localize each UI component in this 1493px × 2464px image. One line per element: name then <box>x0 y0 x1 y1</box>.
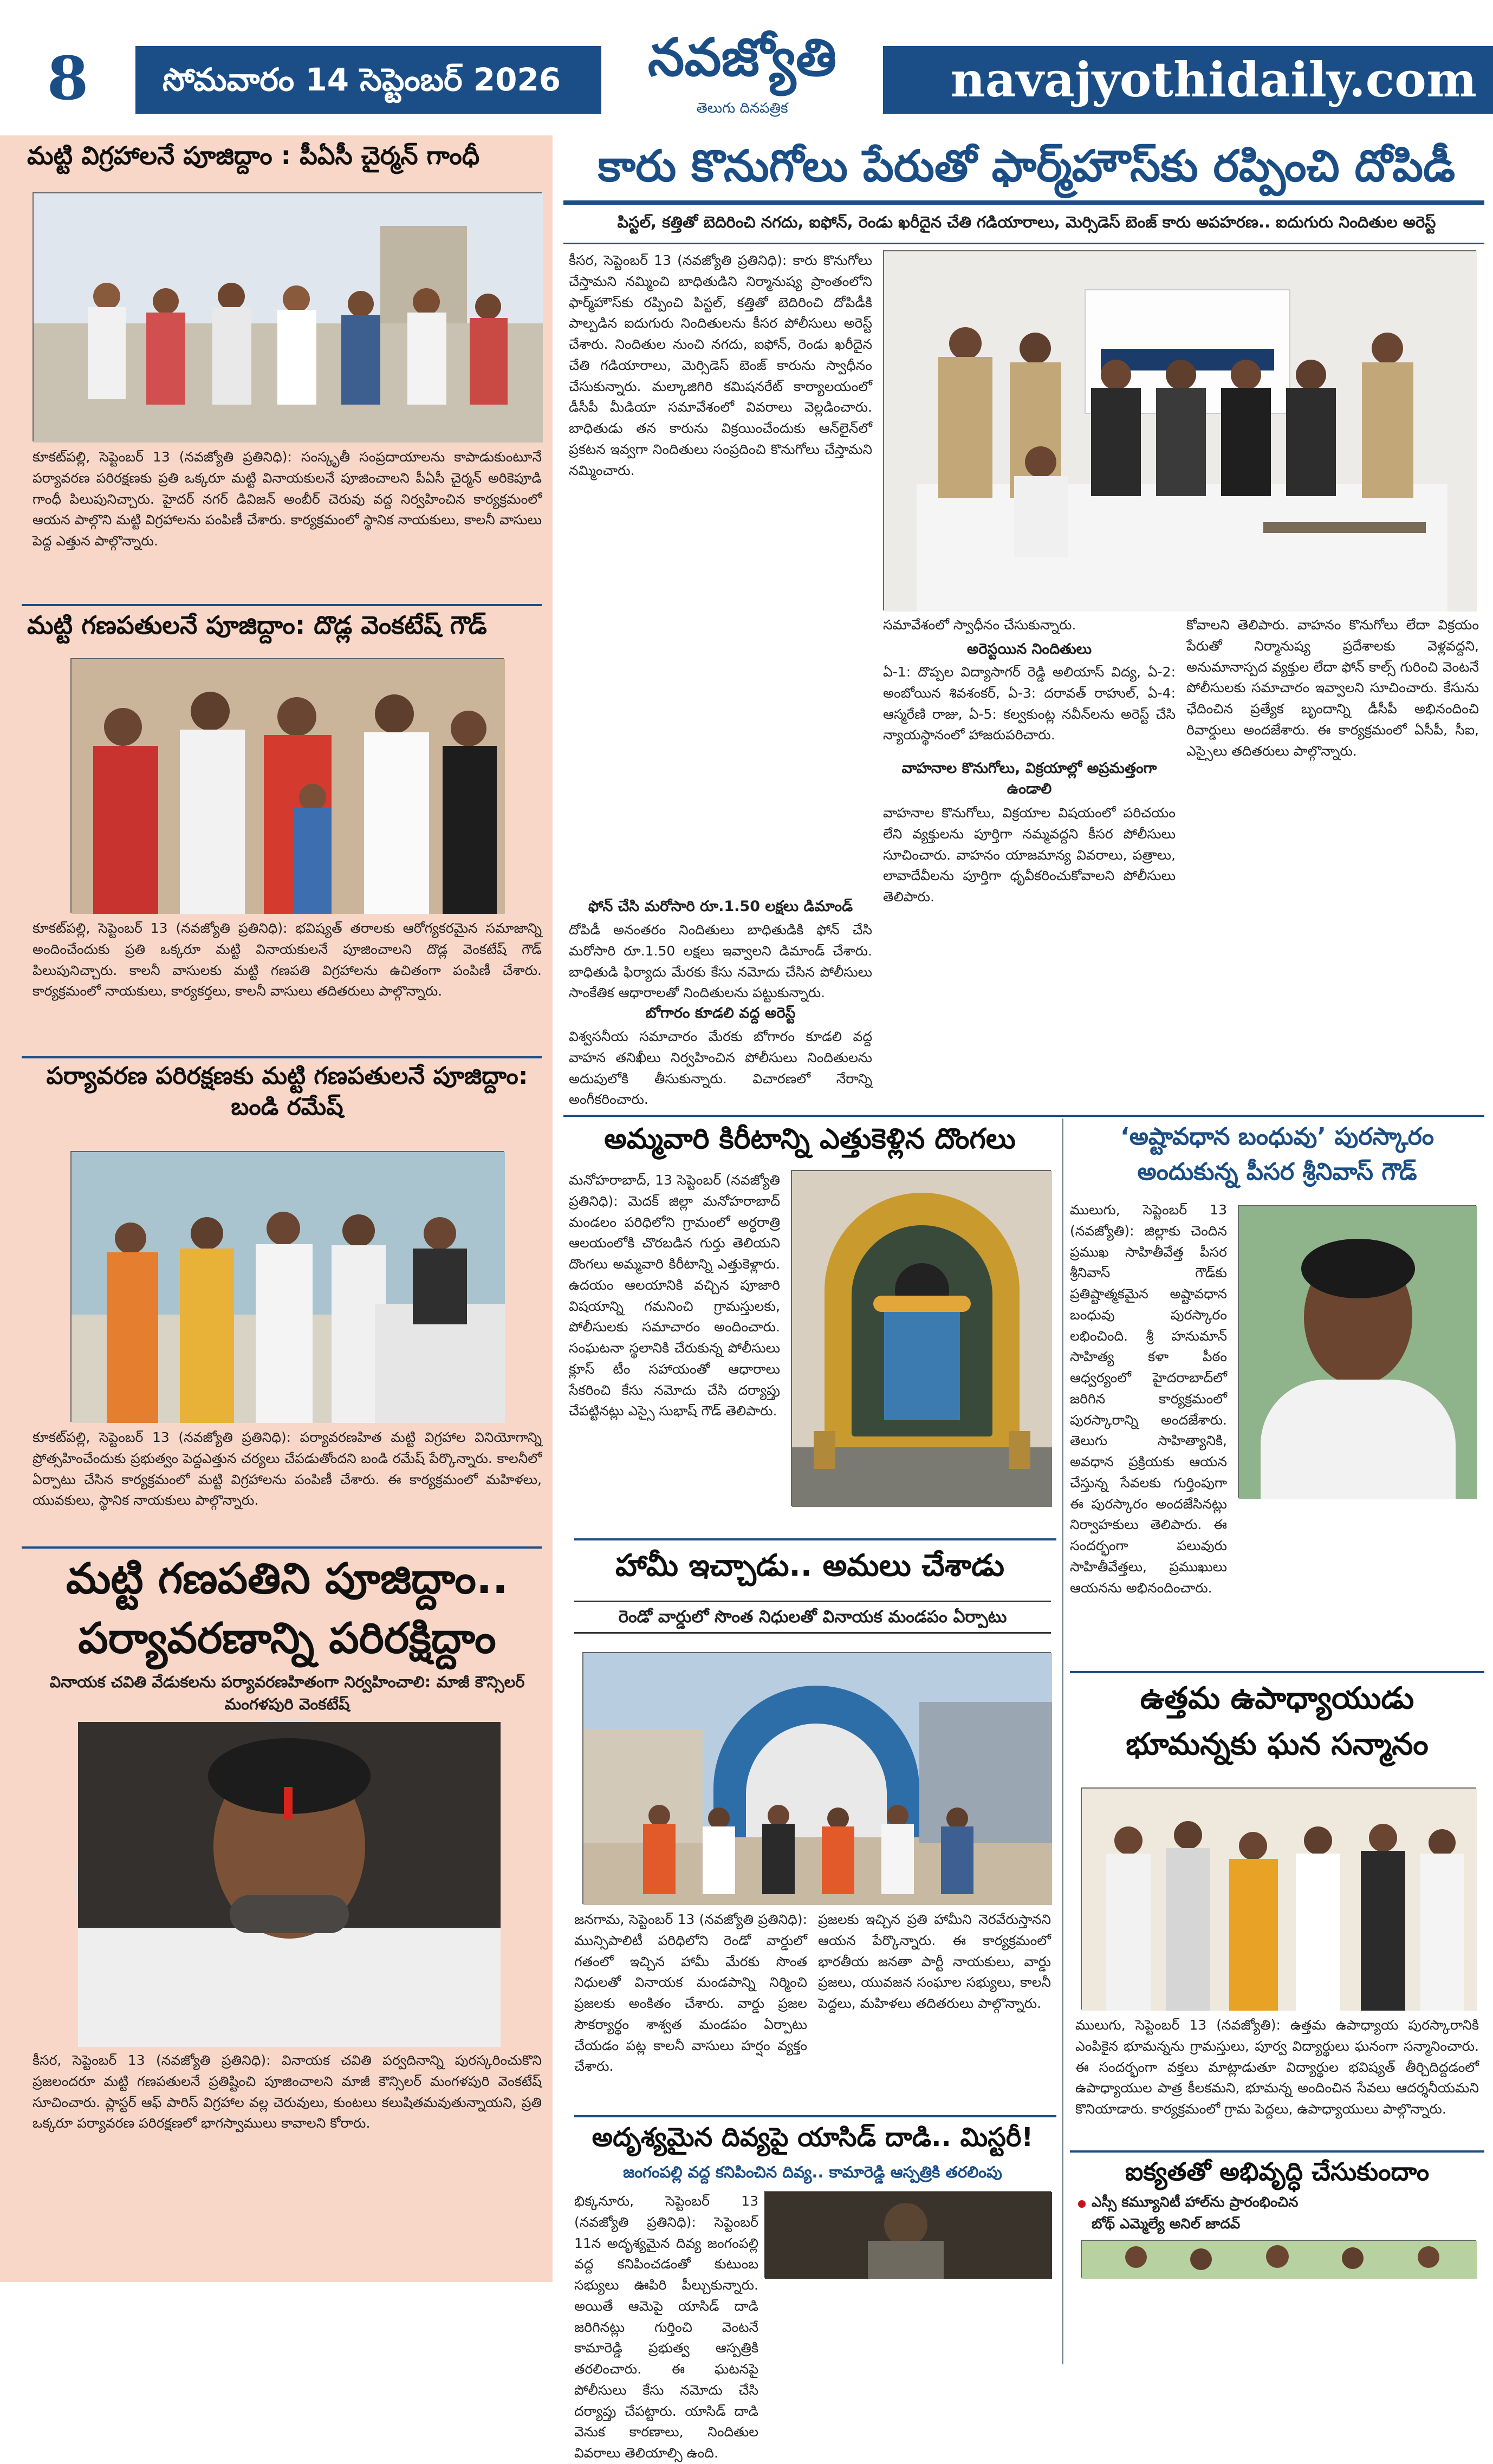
story4-headline-line1: మట్టి గణపతిని పూజిద్దాం.. <box>66 1555 509 1603</box>
masthead <box>0 0 1493 135</box>
acid-body: భిక్కనూరు, సెప్టెంబర్ 13 (నవజ్యోతి ప్రతినిధి): సెప్టెంబర్ 11న అదృశ్యమైన దివ్య జంగంపల్లి వద్ద కనిపించడంతో కుటుంబ సభ్యులు ఊపిరి పీల్చుకున్నారు. అయితే ఆమెపై యాసిడ్ దాడి జరిగినట్లు గుర్తించి వెంటనే కామారెడ్డి ప్రభుత్వ ఆస్పత్రికి తరలించారు. ఈ ఘటనపై పోలీసులు కేసు నమోదు చేసి దర్యాప్తు చేపట్టారు. యాసిడ్ దాడి వెనుక కారణాలు, నిందితుల వివరాలు తెలియాల్సి ఉంది. <box>574 2193 758 2461</box>
story1-photo <box>33 192 542 441</box>
issue-date: సోమవారం 14 సెప్టెంబర్ 2026 <box>163 61 561 98</box>
mandapam-photo <box>582 1652 1051 1904</box>
lead-section2-body: దోపిడీ అనంతరం నిందితులు బాధితుడికి ఫోన్ చేసి మరోసారి రూ.1.50 లక్షలు ఇవ్వాలని డిమాండ్ చేశారు. బాధితుడి ఫిర్యాదు మేరకు కేసు నమోదు చేసిన పోలీసులు సాంకేతిక ఆధారాలతో నిందితులను పట్టుకున్నారు. <box>569 922 872 1001</box>
mandapam-headline: హామీ ఇచ్చాడు.. అమలు చేశాడు <box>615 1548 1004 1583</box>
story1-body: కూకట్‌పల్లి, సెప్టెంబర్ 13 (నవజ్యోతి ప్రతినిధి): సంస్కృతీ సంప్రదాయాలను కాపాడుకుంటూనే పర్యావరణ పరిరక్షణకు ప్రతి ఒక్కరూ మట్టి వినాయకులనే పూజించాలని పీఏసీ చైర్మన్ అరికెపూడి గాంధీ పిలుపునిచ్చారు. హైదర్ నగర్ డివిజన్ అంబీర్ చెరువు వద్ద నిర్వహించిన కార్యక్రమంలో ఆయన పాల్గొని మట్టి విగ్రహాలను పంపిణీ చేశారు. కార్యక్రమంలో స్థానిక నాయకులు, కాలనీ వాసులు పెద్ద ఎత్తున పాల్గొన్నారు. <box>33 449 542 549</box>
unity-headline: ఐక్యతతో అభివృద్ధి చేసుకుందాం <box>1125 2157 1430 2186</box>
teacher-headline-line1: ఉత్తమ ఉపాధ్యాయుడు <box>1140 1681 1414 1716</box>
divider <box>563 243 1484 244</box>
acid-headline: అదృశ్యమైన దివ్యపై యాసిడ్ దాడి.. మిస్టరీ! <box>592 2122 1034 2153</box>
story3-headline: పర్యావరణ పరిరక్షణకు మట్టి గణపతులనే పూజిద్దాం: బండి రమేష్ <box>46 1062 528 1121</box>
lead-section4-body: వాహనాల కొనుగోలు, విక్రయాల విషయంలో పరిచయం లేని వ్యక్తులను పూర్తిగా నమ్మవద్దని కీసర పోలీసులు సూచించారు. వాహనం యాజమాన్య వివరాలు, పత్రాలు, లావాదేవీలను పూర్తిగా ధృవీకరించుకోవాలని పోలీసులు తెలిపారు. <box>883 805 1176 905</box>
story1-headline: మట్టి విగ్రహాలనే పూజిద్దాం : పీఏసీ చైర్మన్ గాంధీ <box>27 141 480 170</box>
unity-photo <box>1081 2240 1476 2278</box>
teacher-body: ములుగు, సెప్టెంబర్ 13 (నవజ్యోతి): ఉత్తమ ఉపాధ్యాయ పురస్కారానికి ఎంపికైన భూమన్నను గ్రామస్తులు, పూర్వ విద్యార్థులు ఘనంగా సన్మానించారు. ఈ సందర్భంగా వక్తలు మాట్లాడుతూ విద్యార్థుల భవిష్యత్ తీర్చిదిద్దడంలో ఉపాధ్యాయుల పాత్ర కీలకమని, భూమన్న అందించిన సేవలు ఆదర్శనీయమని కొనియాడారు. కార్యక్రమంలో గ్రామ పెద్దలు, ఉపాధ్యాయులు పాల్గొన్నారు. <box>1075 2017 1479 2117</box>
lead-body-right: కోవాలని తెలిపారు. వాహనం కొనుగోలు లేదా విక్రయం పేరుతో నిర్మానుష్య ప్రదేశాలకు వెళ్లవద్దని, అనుమానాస్పద వ్యక్తుల లేదా ఫోన్ కాల్స్ గురించి వెంటనే పోలీసులకు సమాచారం ఇవ్వాలని సూచించారు. కేసును ఛేదించిన ప్రత్యేక బృందాన్ని డీసీపీ అభినందించి రివార్డులు అందజేశారు. ఈ కార్యక్రమంలో ఏసీపీ, సీఐ, ఎస్సైలు తదితరులు పాల్గొన్నారు. <box>1186 617 1479 759</box>
lead-subhead: పిస్టల్, కత్తితో బెదిరించి నగదు, ఐఫోన్, రెండు ఖరీదైన చేతి గడియారాలు, మెర్సిడెస్ బెంజ్ కారు అపహరణ.. ఐదుగురు నిందితుల అరెస్ట్ <box>617 213 1436 231</box>
newspaper-logo <box>601 22 883 130</box>
acid-photo <box>764 2191 1051 2278</box>
story3-photo <box>70 1151 504 1422</box>
story4-portrait <box>76 1720 498 2045</box>
lead-caption-fragment: సమావేశంలో స్వాధీనం చేసుకున్నారు. <box>883 617 1076 633</box>
divider <box>574 1538 1056 1540</box>
lead-section4-title: వాహనాల కొనుగోలు, విక్రయాల్లో అప్రమత్తంగా ఉండాలి <box>901 760 1157 797</box>
lead-section2-title: ఫోన్ చేసి మరోసారి రూ.1.50 లక్షలు డిమాండ్ <box>588 898 853 915</box>
unity-bullet2: బోథ్ ఎమ్మెల్యే అనిల్ జాదవ్ <box>1092 2216 1241 2232</box>
logo-tagline: తెలుగు దినపత్రిక <box>696 100 788 116</box>
lead-headline: కారు కొనుగోలు పేరుతో ఫార్మ్‌హౌస్‌కు రప్పించి దోపిడీ <box>598 141 1456 191</box>
acid-subhead: జంగంపల్లి వద్ద కనిపించిన దివ్య.. కామారెడ్డి ఆస్పత్రికి తరలింపు <box>623 2163 1002 2181</box>
mandapam-body-right: ప్రజలకు ఇచ్చిన ప్రతి హామీని నెరవేరుస్తానని ఆయన పేర్కొన్నారు. ఈ కార్యక్రమంలో భారతీయ జనతా పార్టీ నాయకులు, వార్డు ప్రజలు, యువజన సంఘాల సభ్యులు, కాలనీ పెద్దలు, మహిళలు తదితరులు పాల్గొన్నారు. <box>818 1912 1051 2011</box>
award-headline-line2: అందుకున్న పీసర శ్రీనివాస్ గౌడ్ <box>1137 1158 1417 1186</box>
mandapam-body-left: జనగామ, సెప్టెంబర్ 13 (నవజ్యోతి ప్రతినిధి): మున్సిపాలిటీ పరిధిలోని రెండో వార్డులో గతంలో ఇచ్చిన హామీ మేరకు సొంత నిధులతో వినాయక మండపాన్ని నిర్మించి ప్రజలకు అంకితం చేశారు. వార్డు ప్రజల సౌకర్యార్థం శాశ్వత మండపం ఏర్పాటు చేయడం పట్ల కాలనీ వాసులు హర్షం వ్యక్తం చేశారు. <box>574 1912 807 2075</box>
story2-body: కూకట్‌పల్లి, సెప్టెంబర్ 13 (నవజ్యోతి ప్రతినిధి): భవిష్యత్ తరాలకు ఆరోగ్యకరమైన సమాజాన్ని అందించేందుకు ప్రతి ఒక్కరూ మట్టి వినాయకులనే పూజించాలని దొడ్ల వెంకటేష్ గౌడ్ పిలుపునిచ్చారు. కాలనీ వాసులకు మట్టి గణపతి విగ్రహాలను ఉచితంగా పంపిణీ చేశారు. కార్యక్రమంలో నాయకులు, కార్యకర్తలు, కాలనీ వాసులు తదితరులు పాల్గొన్నారు. <box>33 920 542 999</box>
lead-section1-body: ఏ-1: దొప్పల విద్యాసాగర్ రెడ్డి అలియాస్ విద్య, ఏ-2: అంబోయిన శివశంకర్, ఏ-3: దరావత్ రాహుల్, ఏ-4: ఆస్మరేణి రాజు, ఏ-5: కల్వకుంట్ల నవీన్‌లను అరెస్ట్ చేసి న్యాయస్థానంలో హాజరుపరిచారు. <box>883 664 1176 743</box>
temple-headline: అమ్మవారి కిరీటాన్ని ఎత్తుకెళ్లిన దొంగలు <box>604 1123 1016 1155</box>
story2-headline: మట్టి గణపతులనే పూజిద్దాం: దొడ్ల వెంకటేష్ గౌడ్ <box>27 610 487 640</box>
award-headline-line1: ‘అష్టావధాన బంధువు’ పురస్కారం <box>1120 1123 1434 1150</box>
column-divider <box>1062 1119 1063 2364</box>
website-link[interactable]: navajyothidaily.com <box>950 51 1477 108</box>
story2-photo <box>70 658 504 913</box>
award-portrait <box>1238 1205 1476 1498</box>
divider <box>22 1056 542 1058</box>
divider <box>22 604 542 606</box>
unity-bullet1: ఎస్సీ కమ్యూనిటీ హాల్‌ను ప్రారంభించిన <box>1092 2194 1299 2211</box>
divider <box>574 2115 1056 2117</box>
page-number: 8 <box>0 30 135 127</box>
temple-photo <box>791 1170 1051 1506</box>
bullet-icon <box>1078 2200 1086 2208</box>
lead-section3-title: బోగారం కూడలి వద్ద అరెస్ట్ <box>645 1005 796 1022</box>
logo-text: నవజ్యోతి <box>647 27 837 88</box>
lead-photo <box>883 250 1476 610</box>
temple-caption <box>569 1479 786 1511</box>
teacher-headline-line2: భూమన్నకు ఘన సన్మానం <box>1126 1727 1429 1762</box>
mandapam-subhead: రెండో వార్డులో సొంత నిధులతో వినాయక మండపం ఏర్పాటు <box>574 1601 1051 1634</box>
lead-section3-body: విశ్వసనీయ సమాచారం మేరకు బోగారం కూడలి వద్ద వాహన తనిఖీలు నిర్వహించిన పోలీసులు నిందితులను అదుపులోకి తీసుకున్నారు. విచారణలో నేరాన్ని అంగీకరించారు. <box>569 1029 872 1108</box>
temple-body: మనోహరాబాద్, 13 సెప్టెంబర్ (నవజ్యోతి ప్రతినిధి): మెదక్ జిల్లా మనోహరాబాద్ మండలం పరిధిలోని గ్రామంలో అర్ధరాత్రి ఆలయంలోకి చొరబడిన గుర్తు తెలియని దొంగలు అమ్మవారి కిరీటాన్ని ఎత్తుకెళ్లారు. ఉదయం ఆలయానికి వచ్చిన పూజారి విషయాన్ని గమనించి గ్రామస్తులకు, పోలీసులకు సమాచారం అందించారు. సంఘటనా స్థలానికి చేరుకున్న పోలీసులు క్లూస్ టీం సహాయంతో ఆధారాలు సేకరించి కేసు నమోదు చేసి దర్యాప్తు చేపట్టినట్లు ఎస్సై సుభాష్ గౌడ్ తెలిపారు. <box>569 1172 780 1419</box>
lead-section1-title: అరెస్టయిన నిందితులు <box>966 641 1092 658</box>
award-body: ములుగు, సెప్టెంబర్ 13 (నవజ్యోతి): జిల్లాకు చెందిన ప్రముఖ సాహితీవేత్త పీసర శ్రీనివాస్ గౌడ్‌కు ప్రతిష్టాత్మకమైన అష్టావధాన బంధువు పురస్కారం లభించింది. శ్రీ హనుమాన్ సాహిత్య కళా పీఠం ఆధ్వర్యంలో హైదరాబాద్‌లో జరిగిన కార్యక్రమంలో పురస్కారాన్ని అందజేశారు. తెలుగు సాహిత్యానికి, అవధాన ప్రక్రియకు ఆయన చేస్తున్న సేవలకు గుర్తింపుగా ఈ పురస్కారం అందజేసినట్లు నిర్వాహకులు తెలిపారు. ఈ సందర్భంగా పలువురు సాహితీవేత్తలు, ప్రముఖులు ఆయనను అభినందించారు. <box>1070 1202 1227 1596</box>
lead-body-left: కీసర, సెప్టెంబర్ 13 (నవజ్యోతి ప్రతినిధి): కారు కొనుగోలు చేస్తామని నమ్మించి బాధితుడిని నిర్మానుష్య ప్రాంతంలోని ఫార్మ్‌హౌస్‌కు రప్పించి పిస్టల్, కత్తితో బెదిరించి దోపిడీకి పాల్పడిన ఐదుగురు నిందితులను కీసర పోలీసులు అరెస్ట్ చేశారు. నిందితుల నుంచి నగదు, ఐఫోన్, రెండు ఖరీదైన చేతి గడియారాలు, మెర్సిడెస్ బెంజ్ కారును స్వాధీనం చేసుకున్నారు. మల్కాజిగిరి కమిషనరేట్ కార్యాలయంలో డీసీపీ మీడియా సమావేశంలో వివరాలు వెల్లడించారు. బాధితుడు తన కారును విక్రయించేందుకు ఆన్‌లైన్‌లో ప్రకటన ఇవ్వగా నిందితులు సంప్రదించి కొనుగోలు చేస్తామని నమ్మించారు. <box>569 252 872 478</box>
story4-headline-line2: పర్యావరణాన్ని పరిరక్షిద్దాం <box>78 1614 496 1663</box>
story4-subhead: వినాయక చవితి వేడుకలను పర్యావరణహితంగా నిర్వహించాలి: మాజీ కౌన్సిలర్ మంగళపురి వెంకటేష్ <box>49 1673 525 1713</box>
teacher-photo <box>1081 1787 1476 2010</box>
story3-body: కూకట్‌పల్లి, సెప్టెంబర్ 13 (నవజ్యోతి ప్రతినిధి): పర్యావరణహిత మట్టి విగ్రహాల వినియోగాన్ని ప్రోత్సహించేందుకు ప్రభుత్వం పెద్దఎత్తున చర్యలు చేపడుతోందని బండి రమేష్ పేర్కొన్నారు. కాలనీలో ఏర్పాటు చేసిన కార్యక్రమంలో మట్టి విగ్రహాలను పంపిణీ చేశారు. ఈ కార్యక్రమంలో మహిళలు, యువకులు, స్థానిక నాయకులు పాల్గొన్నారు. <box>33 1429 542 1509</box>
divider <box>22 1546 542 1549</box>
divider <box>1070 1671 1484 1673</box>
divider <box>1070 2150 1484 2153</box>
story4-body: కీసర, సెప్టెంబర్ 13 (నవజ్యోతి ప్రతినిధి): వినాయక చవితి పర్వదినాన్ని పురస్కరించుకొని ప్రజలందరూ మట్టి గణపతులనే ప్రతిష్టించి పూజించాలని మాజీ కౌన్సిలర్ మంగళపురి వెంకటేష్ సూచించారు. ప్లాస్టర్ ఆఫ్ పారిస్ విగ్రహాల వల్ల చెరువులు, కుంటలు కలుషితమవుతున్నాయని, ప్రతి ఒక్కరూ పర్యావరణ పరిరక్షణలో భాగస్వాములు కావాలని కోరారు. <box>33 2052 542 2131</box>
divider <box>563 200 1484 205</box>
divider <box>563 1115 1484 1117</box>
